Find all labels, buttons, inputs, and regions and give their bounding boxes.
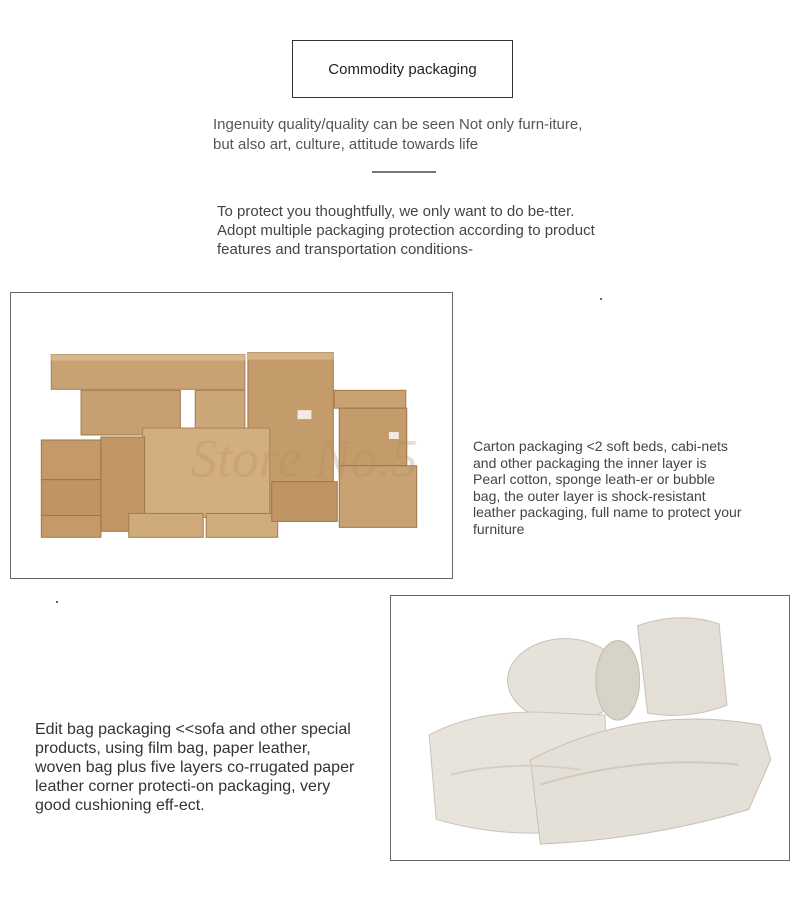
bag-packaging-text: Edit bag packaging <<sofa and other special products, using film bag, paper leather, woven bag plus five layers co-rrugated paper leather corner protecti-on packaging, very good cushioning eff-ect. — [35, 721, 355, 814]
carton-packaging-text: Carton packaging <2 soft beds, cabi-nets and other packaging the inner layer is Pearl cotton, sponge leath-er or bubble bag, the outer layer is shock-resistant leather packaging, full name to protect your furniture — [473, 438, 742, 537]
carton-packaging-image — [10, 292, 453, 579]
bag-packaging-image — [390, 595, 790, 861]
wrapped-sofa-illustration — [391, 596, 789, 860]
stray-dot — [56, 601, 58, 603]
watermark-text: Store No.5 — [190, 428, 418, 489]
protection-text: To protect you thoughtfully, we only want to do be-tter. Adopt multiple packaging protection according to product features and transportation conditions- — [217, 203, 595, 258]
page-title: Commodity packaging — [292, 40, 513, 98]
cardboard-boxes-illustration — [11, 293, 452, 578]
stray-dot — [600, 298, 602, 300]
section-divider — [372, 171, 436, 173]
intro-text: Ingenuity quality/quality can be seen Not only furn-iture, but also art, culture, attitude towards life — [213, 116, 583, 153]
